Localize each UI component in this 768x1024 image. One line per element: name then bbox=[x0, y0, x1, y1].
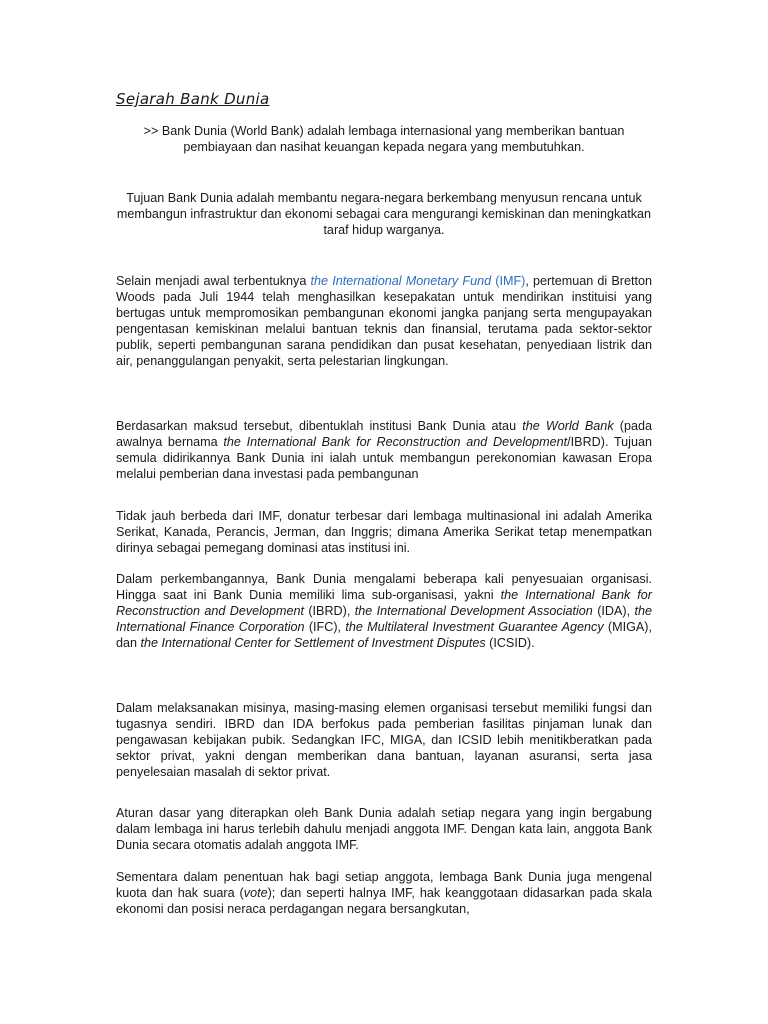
purpose-text: Tujuan Bank Dunia adalah membantu negara-negara berkembang menyusun rencana untuk membangun infrastruktur dan ekonomi sebagai cara mengurangi kemiskinan dan meningkatkan taraf hidup warganya. bbox=[116, 191, 652, 237]
intro-paragraph bbox=[116, 124, 652, 156]
p1-text-a: Selain menjadi awal terbentuknya bbox=[116, 274, 311, 288]
p2-italic-world-bank: the World Bank bbox=[522, 419, 614, 433]
p4-text-a: Dalam perkembangannya, Bank Dunia mengalami beberapa kali penyesuaian organisasi. Hingga saat ini Bank Dunia memiliki lima sub-organisasi, yakni bbox=[116, 572, 652, 602]
p4-text-b: (IBRD), bbox=[303, 603, 355, 618]
imf-link-name: the International Monetary Fund bbox=[310, 274, 492, 288]
purpose-paragraph bbox=[116, 191, 652, 239]
membership-paragraph bbox=[116, 806, 652, 854]
p5-text: Dalam melaksanakan misinya, masing-masing elemen organisasi tersebut memiliki fungsi dan tugasnya sendiri. IBRD dan IDA berfokus pada pemberian fasilitas pinjaman lunak dan pengawasan kebijakan pubik. Sedangkan IFC, MIGA, dan ICSID lebih menitikberatkan pada sektor privat, yakni dengan memberikan dana bantuan, layanan asuransi, serta jasa penyelesaian masalah di sektor privat. bbox=[116, 701, 652, 779]
p4-italic-icsid: the International Center for Settlement of Investment Disputes bbox=[140, 635, 486, 650]
p2-italic-ibrd: the International Bank for Reconstruction and Development bbox=[223, 434, 568, 449]
p4-text-e: (MIGA), dan bbox=[116, 619, 653, 650]
p4-text-c: (IDA), bbox=[592, 603, 635, 618]
functions-paragraph bbox=[116, 701, 652, 781]
p4-text-f: (ICSID). bbox=[485, 635, 535, 650]
intro-text: >> Bank Dunia (World Bank) adalah lembaga internasional yang memberikan bantuan pembiayaan dan nasihat keuangan kepada negara yang membutuhkan. bbox=[143, 124, 625, 154]
p2-text-c: /IBRD). Tujuan semula didirikannya Bank Dunia ini ialah untuk membangun perekonomian kawasan Eropa melalui pemberian dana investasi pada pembangunan bbox=[116, 434, 652, 481]
p4-italic-miga: the Multilateral Investment Guarantee Agency bbox=[345, 619, 604, 634]
p4-italic-ifc: the International Finance Corporation bbox=[116, 603, 652, 634]
p4-text-d: (IFC), bbox=[304, 619, 346, 634]
p6-text: Aturan dasar yang diterapkan oleh Bank Dunia adalah setiap negara yang ingin bergabung dalam lembaga ini harus terlebih dahulu menjadi anggota IMF. Dengan kata lain, anggota Bank Dunia secara otomatis adalah anggota IMF. bbox=[116, 806, 652, 852]
document-title: Sejarah Bank Dunia bbox=[116, 90, 270, 108]
p7-text-b: ); dan seperti halnya IMF, hak keanggotaan didasarkan pada skala ekonomi dan posisi neraca perdagangan negara bersangkutan, bbox=[116, 885, 652, 916]
p3-text: Tidak jauh berbeda dari IMF, donatur terbesar dari lembaga multinasional ini adalah Amerika Serikat, Kanada, Perancis, Jerman, dan Inggris; dimana Amerika Serikat tetap menempatkan dirinya sebagai pemegang dominasi atas institusi ini. bbox=[116, 509, 652, 555]
imf-link-abbr: (IMF) bbox=[491, 274, 526, 288]
donors-paragraph bbox=[116, 509, 652, 557]
bretton-woods-paragraph bbox=[116, 274, 652, 369]
p4-italic-ibrd: the International Bank for Reconstruction and Development bbox=[116, 587, 652, 618]
p1-text-b: , pertemuan di Bretton Woods pada Juli 1944 telah menghasilkan kesepakatan untuk mendirikan instituisi yang bertugas untuk mempromosikan pembangunan ekonomi jangka panjang serta mengupayakan pengentasan kemiskinan melalui bantuan teknis dan finansial, terutama pada sektor-sektor publik, seperti pembangunan sarana pendidikan dan pusat kesehatan, penyediaan listrik dan air, penanggulangan penyakit, serta pelestarian lingkungan. bbox=[116, 274, 652, 368]
p2-text-b: (pada awalnya bernama bbox=[116, 419, 652, 449]
p2-text-a: Berdasarkan maksud tersebut, dibentuklah institusi Bank Dunia atau bbox=[116, 419, 523, 433]
founding-paragraph bbox=[116, 419, 652, 483]
p7-italic-vote: vote bbox=[243, 885, 268, 900]
p4-italic-ida: the International Development Association bbox=[354, 603, 593, 618]
quota-paragraph bbox=[116, 870, 652, 918]
imf-link[interactable] bbox=[311, 274, 526, 288]
sub-organizations-paragraph bbox=[116, 572, 652, 652]
p7-text-a: Sementara dalam penentuan hak bagi setiap anggota, lembaga Bank Dunia juga mengenal kuota dan hak suara ( bbox=[116, 870, 652, 900]
